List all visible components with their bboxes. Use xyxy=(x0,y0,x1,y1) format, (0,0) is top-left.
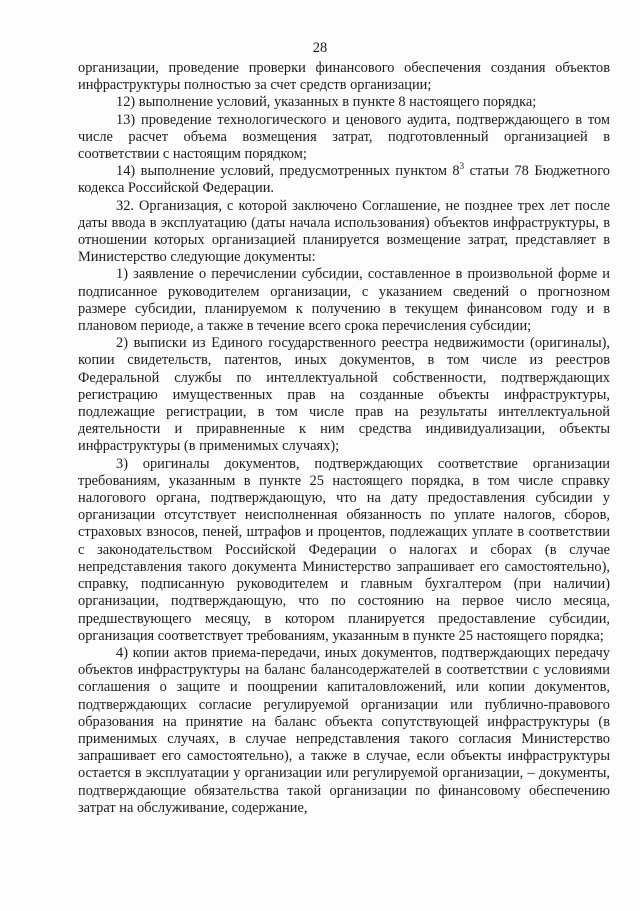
paragraph-item-14-superscript: 3 xyxy=(459,161,465,172)
paragraph-continuation: организации, проведение проверки финансового обеспечения создания объектов инфраструктуры полностью за счет средств организации; xyxy=(78,60,610,94)
document-body xyxy=(78,60,610,817)
paragraph-doc-4: 4) копии актов приема-передачи, иных документов, подтверждающих передачу объектов инфраструктуры на баланс балансодержателей в соответствии с условиями соглашения о защите и поощрении капиталовложений, или копии документов, подтверждающих согласие регулируемой организации или публично-правового образования на принятие на баланс объекта сопутствующей инфраструктуры (в применимых случаях, в случае непредставления такого согласия Министерство запрашивает его самостоятельно), а также в случае, если объекты инфраструктуры остается в эксплуатации у организации или регулируемой организации, – документы, подтверждающие обязательства такой организации по финансовому обеспечению затрат на обслуживание, содержание, xyxy=(78,644,610,816)
paragraph-doc-3: 3) оригиналы документов, подтверждающих соответствие организации требованиям, указанным в пункте 25 настоящего порядка, в том числе справку налогового органа, подтверждающую, что на дату предоставления субсидии у организации отсутствует неисполненная обязанность по уплате налогов, сборов, страховых взносов, пеней, штрафов и процентов, подлежащих уплате в соответствии с законодательством Российской Федерации о налогах и сборах (в случае непредставления такого документа Министерство запрашивает его самостоятельно), справку, подписанную руководителем и главным бухгалтером (при наличии) организации, подтверждающую, что по состоянию на первое число месяца, предшествующего месяцу, в котором планируется предоставление субсидии, организация соответствует требованиям, указанным в пункте 25 настоящего порядка; xyxy=(78,455,610,644)
paragraph-item-14-text-before: 14) выполнение условий, предусмотренных пунктом 8 xyxy=(116,163,460,180)
paragraph-item-13: 13) проведение технологического и ценового аудита, подтверждающего в том числе расчет объема возмещения затрат, подготовленный организацией в соответствии с настоящим порядком; xyxy=(78,111,610,163)
paragraph-doc-2: 2) выписки из Единого государственного реестра недвижимости (оригиналы), копии свидетельств, патентов, иных документов, в том числе из реестров Федеральной службы по интеллектуальной собственности, подтверждающих регистрацию имущественных прав на созданные объекты инфраструктуры, подлежащие регистрации, в том числе прав на результаты интеллектуальной деятельности и приравненные к ним средства индивидуализации, объекты инфраструктуры (в применимых случаях); xyxy=(78,335,610,455)
paragraph-doc-1: 1) заявление о перечислении субсидии, составленное в произвольной форме и подписанное руководителем организации, с указанием сведений о прогнозном размере субсидии, планируемом к получению в текущем финансовом году и в плановом периоде, а также в течение всего срока перечисления субсидии; xyxy=(78,266,610,335)
page-number: 28 xyxy=(312,40,328,56)
paragraph-item-14-text-after: статьи 78 Бюджетного кодекса Российской Федерации. xyxy=(78,163,610,197)
paragraph-section-32: 32. Организация, с которой заключено Соглашение, не позднее трех лет после даты ввода в эксплуатацию (даты начала использования) объектов инфраструктуры, в отношении которых организацией планируется возмещение затрат, представляет в Министерство следующие документы: xyxy=(78,197,610,266)
paragraph-item-12: 12) выполнение условий, указанных в пункте 8 настоящего порядка; xyxy=(116,94,537,111)
paragraph-item-14 xyxy=(78,163,610,197)
